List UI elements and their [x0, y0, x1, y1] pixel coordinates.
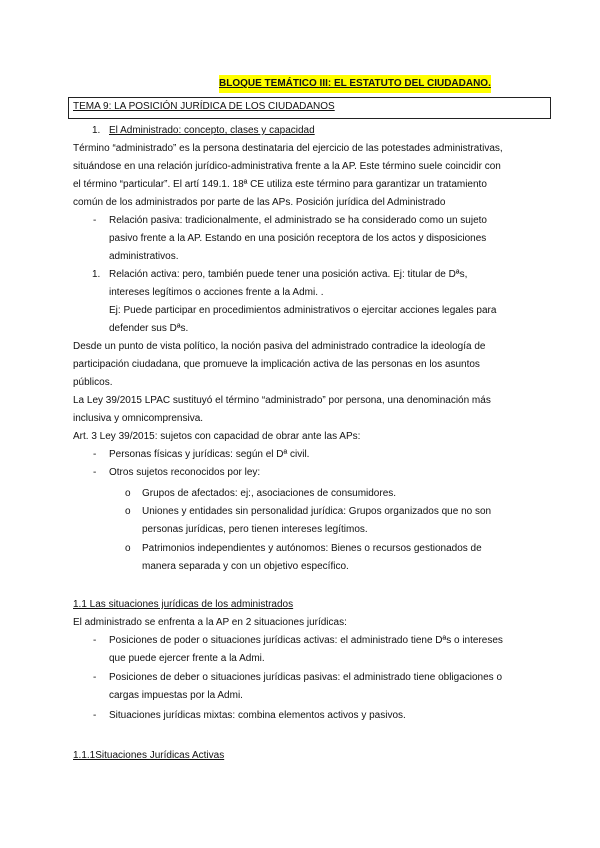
list-item-line: Situaciones jurídicas mixtas: combina elementos activos y pasivos.	[109, 710, 406, 721]
list-item-line: pasivo frente a la AP. Estando en una posición receptora de los actos y disposiciones	[109, 233, 487, 244]
list-item-line: Relación pasiva: tradicionalmente, el administrado se ha considerado como un sujeto	[109, 215, 487, 226]
sub-bullet-marker: o	[125, 488, 131, 499]
paragraph-line: Término “administrado” es la persona destinataria del ejercicio de las potestades administrativas,	[73, 143, 503, 154]
bullet-marker: -	[93, 672, 97, 683]
bullet-marker: -	[93, 467, 97, 478]
list-item-line: cargas impuestas por la Admi.	[109, 690, 243, 701]
list-item: Otros sujetos reconocidos por ley:	[109, 467, 261, 478]
sub-list-item-line: Grupos de afectados: ej:, asociaciones de consumidores.	[142, 488, 397, 499]
sub-list-item-line: Patrimonios independientes y autónomos: Bienes o recursos gestionados de	[142, 543, 482, 554]
sub-bullet-marker: o	[125, 543, 131, 554]
paragraph-line: situándose en una relación jurídico-administrativa frente a la AP. Este término suele coincidir con	[73, 161, 501, 172]
number-marker: 1.	[92, 269, 101, 280]
bullet-marker: -	[93, 635, 97, 646]
subsubsection-heading: 1.1.1Situaciones Jurídicas Activas	[73, 750, 225, 761]
list-item-line: Posiciones de poder o situaciones jurídicas activas: el administrado tiene Dªs o intereses	[109, 635, 503, 646]
sub-list-item-line: Uniones y entidades sin personalidad jurídica: Grupos organizados que no son	[142, 506, 492, 517]
list-item-line: que puede ejercer frente a la Admi.	[109, 653, 265, 664]
bullet-marker: -	[93, 215, 97, 226]
paragraph-line: públicos.	[73, 377, 113, 388]
paragraph-line: La Ley 39/2015 LPAC sustituyó el término “administrado” por persona, una denominación más	[73, 395, 491, 406]
section-heading: El Administrado: concepto, clases y capacidad	[109, 125, 315, 136]
subsection-heading: 1.1 Las situaciones jurídicas de los administrados	[73, 599, 294, 610]
example-line: Ej: Puede participar en procedimientos administrativos o ejercitar acciones legales para	[109, 305, 497, 316]
paragraph-line: el término “particular”. El artí 149.1. 18ª CE utiliza este término para garantizar un tratamiento	[73, 179, 487, 190]
sub-bullet-marker: o	[125, 506, 131, 517]
block-title: BLOQUE TEMÁTICO III: EL ESTATUTO DEL CIUDADANO.	[219, 75, 491, 93]
sub-list-item-line: personas jurídicas, pero tienen intereses legítimos.	[142, 524, 368, 535]
tema-heading: TEMA 9: LA POSICIÓN JURÍDICA DE LOS CIUDADANOS	[73, 101, 335, 112]
paragraph-line: participación ciudadana, que promueve la implicación activa de las personas en los asuntos	[73, 359, 480, 370]
section-number: 1.	[92, 125, 101, 136]
list-item-line: Relación activa: pero, también puede tener una posición activa. Ej: titular de Dªs,	[109, 269, 468, 280]
paragraph-line: común de los administrados por parte de las APs. Posición jurídica del Administrado	[73, 197, 446, 208]
bullet-marker: -	[93, 710, 97, 721]
paragraph-line: El administrado se enfrenta a la AP en 2 situaciones jurídicas:	[73, 617, 347, 628]
sub-list-item-line: manera separada y con un objetivo específico.	[142, 561, 349, 572]
list-item-line: intereses legítimos o acciones frente a la Admi. .	[109, 287, 324, 298]
paragraph-line: inclusiva y omnicomprensiva.	[73, 413, 204, 424]
list-item: Personas físicas y jurídicas: según el Dª civil.	[109, 449, 310, 460]
example-line: defender sus Dªs.	[109, 323, 189, 334]
paragraph-line: Desde un punto de vista político, la noción pasiva del administrado contradice la ideología de	[73, 341, 486, 352]
paragraph-line: Art. 3 Ley 39/2015: sujetos con capacidad de obrar ante las APs:	[73, 431, 361, 442]
list-item-line: administrativos.	[109, 251, 179, 262]
bullet-marker: -	[93, 449, 97, 460]
list-item-line: Posiciones de deber o situaciones jurídicas pasivas: el administrado tiene obligaciones o	[109, 672, 503, 683]
